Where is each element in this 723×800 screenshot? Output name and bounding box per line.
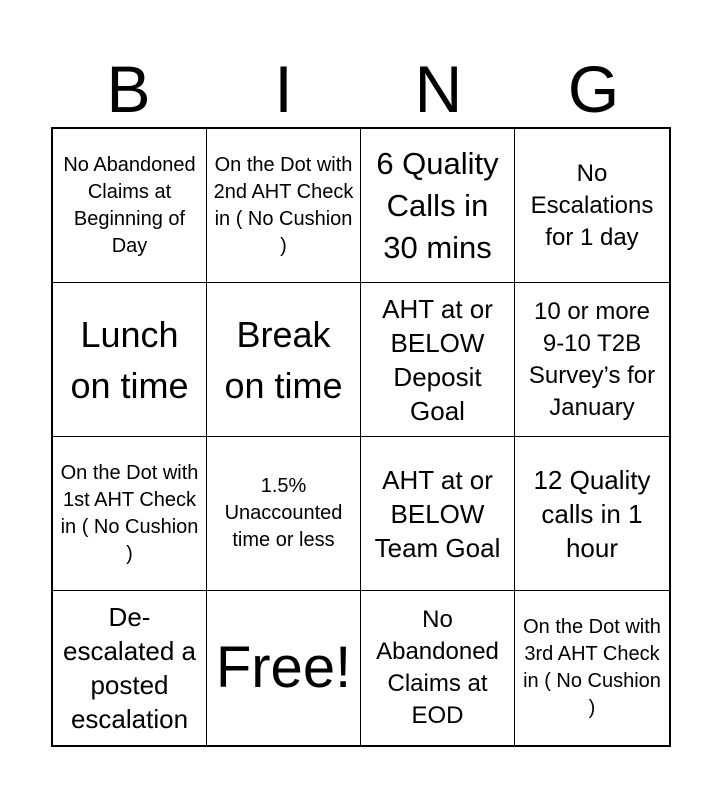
cell-text: De-escalated a posted escalation: [63, 602, 196, 734]
header-letter-b: B: [106, 52, 151, 126]
cell-text: No Abandoned Claims at EOD: [376, 606, 499, 729]
header-letter-n: N: [414, 52, 463, 126]
bingo-cell-r1c2[interactable]: [207, 129, 361, 283]
bingo-cell-r1c1[interactable]: [53, 129, 207, 283]
bingo-grid: [51, 127, 671, 747]
cell-text: Free!: [215, 635, 352, 700]
bingo-cell-r3c2[interactable]: [207, 437, 361, 591]
bingo-cell-r2c1[interactable]: [53, 283, 207, 437]
cell-text: No Abandoned Claims at Beginning of Day: [63, 153, 196, 257]
bingo-cell-r2c2[interactable]: [207, 283, 361, 437]
bingo-header: [51, 50, 671, 128]
header-letter-i: I: [274, 52, 293, 126]
cell-text: Lunch on time: [70, 313, 189, 406]
cell-text: 12 Quality calls in 1 hour: [533, 464, 651, 563]
cell-text: 10 or more 9-10 T2B Survey’s for January: [528, 297, 656, 421]
cell-text: AHT at or BELOW Deposit Goal: [382, 293, 493, 426]
cell-text: On the Dot with 1st AHT Check in ( No Cushion ): [60, 461, 199, 565]
bingo-cell-r2c3[interactable]: [361, 283, 515, 437]
bingo-cell-r3c3[interactable]: [361, 437, 515, 591]
bingo-cell-free[interactable]: [207, 591, 361, 745]
bingo-cell-r1c3[interactable]: [361, 129, 515, 283]
cell-text: On the Dot with 2nd AHT Check in ( No Cushion ): [213, 153, 354, 257]
cell-text: 1.5% Unaccounted time or less: [224, 475, 343, 551]
bingo-cell-r2c4[interactable]: [515, 283, 669, 437]
bingo-cell-r4c3[interactable]: [361, 591, 515, 745]
cell-text: Break on time: [224, 313, 343, 406]
bingo-cell-r3c4[interactable]: [515, 437, 669, 591]
bingo-cell-r1c4[interactable]: [515, 129, 669, 283]
bingo-cell-r4c1[interactable]: [53, 591, 207, 745]
cell-text: 6 Quality Calls in 30 mins: [376, 145, 499, 265]
cell-text: No Escalations for 1 day: [530, 159, 654, 251]
cell-text: AHT at or BELOW Team Goal: [374, 464, 501, 563]
cell-text: On the Dot with 3rd AHT Check in ( No Cushion ): [523, 616, 661, 719]
bingo-cell-r3c1[interactable]: [53, 437, 207, 591]
header-letter-g: G: [567, 52, 620, 126]
bingo-cell-r4c4[interactable]: [515, 591, 669, 745]
